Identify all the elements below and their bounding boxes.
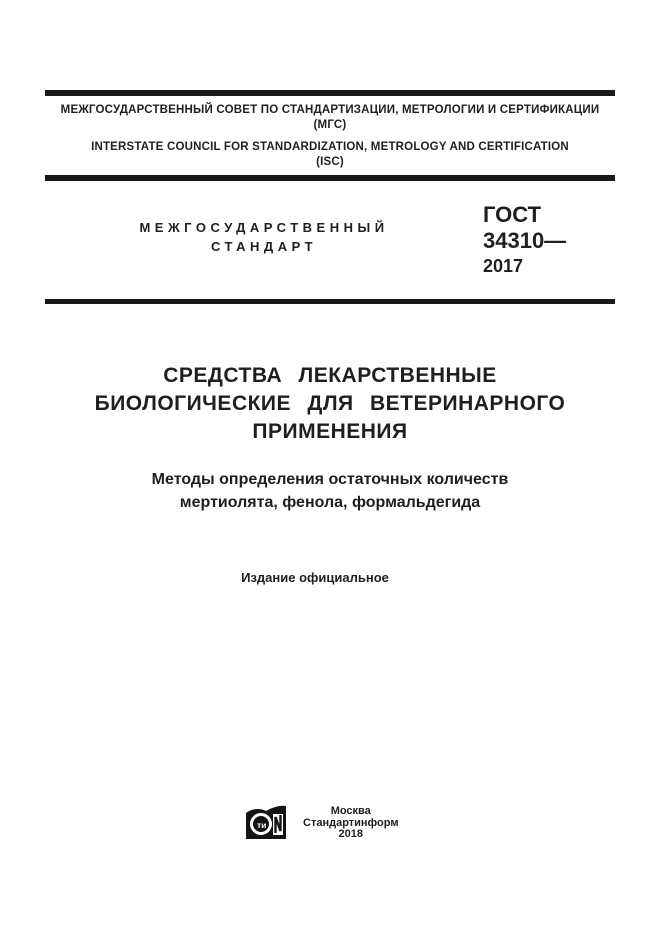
title-line3: ПРИМЕНЕНИЯ — [252, 420, 408, 443]
publisher-imprint — [244, 798, 398, 842]
standard-code-number: 34310— — [483, 228, 567, 253]
document-title — [45, 362, 615, 446]
title-line2: БИОЛОГИЧЕСКИЕ ДЛЯ ВЕТЕРИНАРНОГО — [94, 392, 566, 415]
council-abbrev-russian: (МГС) — [313, 119, 347, 131]
imprint-city: Москва — [330, 805, 371, 817]
imprint-text — [303, 798, 398, 841]
horizontal-rule-top — [45, 90, 615, 96]
council-name-english: INTERSTATE COUNCIL FOR STANDARDIZATION, METROLOGY AND CERTIFICATION — [91, 141, 569, 153]
imprint-publisher: Стандартинформ — [303, 816, 399, 829]
svg-text:ти: ти — [257, 820, 267, 830]
standartinform-book-logo-icon — [244, 804, 288, 842]
subtitle-line2: мертиолята, фенола, формальдегида — [179, 494, 481, 511]
standard-code-prefix: ГОСТ — [483, 202, 542, 227]
standards-council-header — [45, 103, 615, 170]
standard-type-label — [45, 200, 483, 278]
standard-code-year: 2017 — [483, 256, 524, 276]
horizontal-rule-middle — [45, 175, 615, 181]
council-name-russian: МЕЖГОСУДАРСТВЕННЫЙ СОВЕТ ПО СТАНДАРТИЗАЦИИ, МЕТРОЛОГИИ И СЕРТИФИКАЦИИ — [60, 104, 600, 116]
standard-type-line2: СТАНДАРТ — [210, 239, 318, 254]
horizontal-rule-bottom — [45, 299, 615, 304]
standard-code — [483, 200, 615, 278]
standard-designation-row — [45, 200, 615, 278]
official-edition-note: Издание официальное — [241, 570, 389, 585]
title-line1: СРЕДСТВА ЛЕКАРСТВЕННЫЕ — [163, 364, 497, 387]
council-abbrev-english: (ISC) — [316, 156, 344, 168]
standard-type-line1: МЕЖГОСУДАРСТВЕННЫЙ — [139, 220, 389, 235]
document-subtitle — [45, 468, 615, 514]
imprint-year: 2018 — [338, 828, 363, 840]
subtitle-line1: Методы определения остаточных количеств — [151, 471, 509, 488]
